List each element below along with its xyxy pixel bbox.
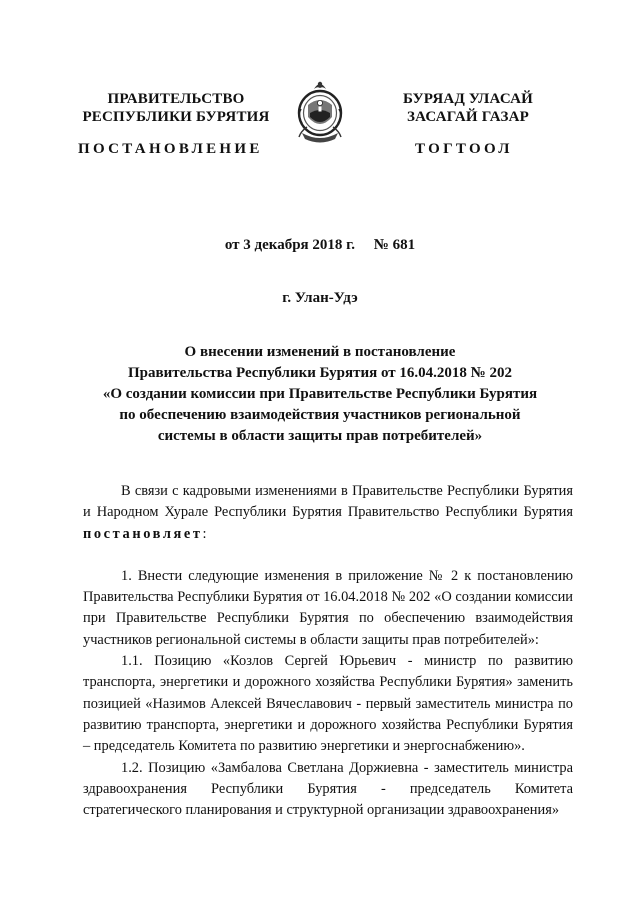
doc-type-buryat: ТОГТООЛ bbox=[415, 141, 513, 157]
document-title bbox=[0, 342, 640, 447]
city: г. Улан-Удэ bbox=[282, 290, 358, 306]
paragraph-1 bbox=[83, 566, 573, 651]
paragraph-1-2-text: 1.2. Позицию «Замбалова Светлана Доржиевна - заместитель министра здравоохранения Республики Бурятия - председатель Комитета стратегического планирования и структурной организации здравоохранения» bbox=[83, 759, 573, 819]
coat-of-arms-icon bbox=[293, 79, 347, 149]
title-line: по обеспечению взаимодействия участников региональной bbox=[119, 407, 521, 423]
paragraph-1-1 bbox=[83, 651, 573, 757]
org-name-russian bbox=[78, 90, 274, 126]
body-text bbox=[83, 481, 573, 821]
doc-type-russian: ПОСТАНОВЛЕНИЕ bbox=[78, 141, 263, 157]
intro-action: постановляет bbox=[83, 525, 203, 542]
title-line: О внесении изменений в постановление bbox=[184, 344, 456, 360]
paragraph-1-2 bbox=[83, 758, 573, 822]
org-name-buryat-line1: БУРЯАД УЛАСАЙ bbox=[402, 91, 534, 107]
paragraph-1-text: 1. Внести следующие изменения в приложение № 2 к постановлению Правительства Республики Бурятия от 16.04.2018 № 202 «О создании комиссии при Правительстве Республики Бурятия по обеспечению взаимодействия участников региональной системы в области защиты прав потребителей»: bbox=[83, 567, 573, 648]
org-name-russian-line2: РЕСПУБЛИКИ БУРЯТИЯ bbox=[82, 109, 270, 125]
paragraph-1-1-text: 1.1. Позицию «Козлов Сергей Юрьевич - министр по развитию транспорта, энергетики и дорожного хозяйства Республики Бурятия» заменить позицией «Назимов Алексей Вячеславович - первый заместитель министра по развитию транспорта, энергетики и дорожного хозяйства Республики Бурятия – председатель Комитета по развитию энергетики и энергоснабжению». bbox=[83, 653, 573, 755]
org-name-buryat-line2: ЗАСАГАЙ ГАЗАР bbox=[407, 109, 529, 125]
coat-of-arms-graphic bbox=[293, 79, 347, 149]
intro-paragraph bbox=[83, 481, 573, 545]
org-name-buryat bbox=[370, 90, 566, 126]
intro-text: В связи с кадровыми изменениями в Правительстве Республики Бурятия и Народном Хурале Республики Бурятия Правительство Республики Бурятия bbox=[83, 483, 573, 521]
title-line: системы в области защиты прав потребителей» bbox=[157, 428, 483, 444]
title-line: «О создании комиссии при Правительстве Республики Бурятия bbox=[102, 386, 538, 402]
intro-end: : bbox=[202, 525, 207, 542]
title-line: Правительства Республики Бурятия от 16.04.2018 № 202 bbox=[127, 365, 512, 381]
org-name-russian-line1: ПРАВИТЕЛЬСТВО bbox=[107, 91, 245, 107]
date-number: от 3 декабря 2018 г. № 681 bbox=[224, 237, 416, 253]
